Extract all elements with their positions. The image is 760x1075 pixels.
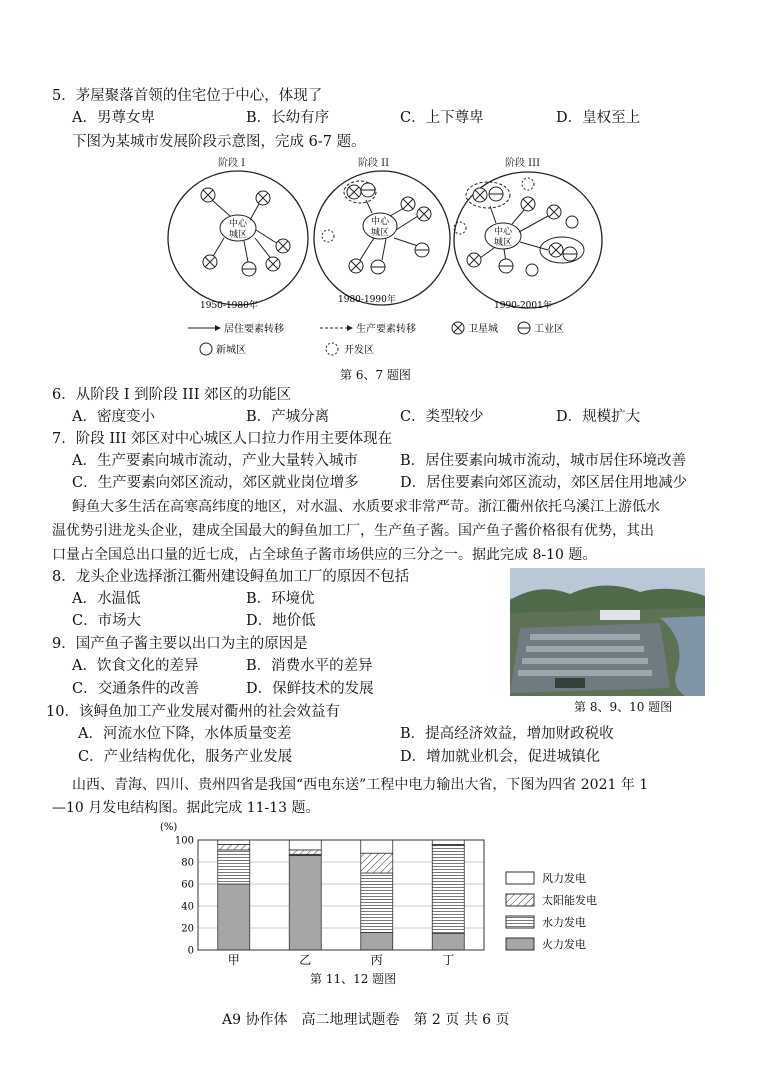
legend-solar: 太阳能发电 <box>542 894 597 907</box>
bar-segment <box>289 840 321 850</box>
y-tick-label: 40 <box>181 901 194 913</box>
svg-text:城区: 城区 <box>370 228 390 238</box>
legend-industrial: 工业区 <box>534 324 564 335</box>
q5-option-a: A．男尊女卑 <box>72 110 155 126</box>
y-tick-label: 100 <box>174 835 194 847</box>
passage-11-13-line-2: —10 月发电结构图。据此完成 11-13 题。 <box>52 800 320 816</box>
q9-option-b: B．消费水平的差异 <box>246 658 373 674</box>
q7-option-a: A．生产要素向城市流动，产业大量转入城市 <box>72 453 358 469</box>
bar-segment <box>361 932 393 950</box>
photo-caption: 第 8、9、10 题图 <box>574 700 673 714</box>
svg-text:城区: 城区 <box>228 230 248 240</box>
bar-segment <box>218 850 250 884</box>
x-category-label: 乙 <box>299 953 312 967</box>
bar-segment <box>432 840 464 844</box>
passage-8-10-line-2: 温优势引进龙头企业，建成全国最大的鲟鱼加工厂，生产鱼子酱。国产鱼子酱价格很有优势，其出 <box>52 523 654 539</box>
city-stage-diagram <box>160 150 610 365</box>
stage-3-label: 阶段 III <box>505 158 541 169</box>
q7-stem: 7．阶段 III 郊区对中心城区人口拉力作用主要体现在 <box>52 431 393 447</box>
chart-caption: 第 11、12 题图 <box>310 972 397 986</box>
legend-wind: 风力发电 <box>542 872 586 885</box>
q5-option-d: D．皇权至上 <box>556 110 641 126</box>
y-tick-label: 60 <box>181 879 194 891</box>
q9-stem: 9．国产鱼子酱主要以出口为主的原因是 <box>52 636 308 652</box>
q10-option-c: C．产业结构优化，服务产业发展 <box>78 749 293 765</box>
q10-stem: 10．该鲟鱼加工产业发展对衢州的社会效益有 <box>46 704 340 720</box>
x-category-label: 丁 <box>442 953 455 967</box>
bar-segment <box>218 884 250 950</box>
q8-option-a: A．水温低 <box>72 591 141 607</box>
legend-production: 生产要素转移 <box>356 324 416 335</box>
page-footer: A9 协作体 高二地理试题卷 第 2 页 共 6 页 <box>222 1012 510 1028</box>
q5-option-b: B．长幼有序 <box>246 110 330 126</box>
x-category-label: 丙 <box>370 953 383 967</box>
bar-segment <box>289 855 321 950</box>
legend-satellite: 卫星城 <box>468 324 498 335</box>
legend-residential: 居住要素转移 <box>224 324 284 335</box>
q6-stem: 6．从阶段 I 到阶段 III 郊区的功能区 <box>52 387 292 403</box>
year-2-label: 1980-1990年 <box>338 295 396 305</box>
sturgeon-factory-photo <box>510 568 705 696</box>
passage-8-10-line-3: 口量占全国总出口量的近七成，占全球鱼子酱市场供应的三分之一。据此完成 8-10 题。 <box>52 547 597 563</box>
q7-option-c: C．生产要素向郊区流动，郊区就业岗位增多 <box>72 475 359 491</box>
q10-option-a: A．河流水位下降，水体质量变差 <box>78 726 292 742</box>
bar-segment <box>218 844 250 850</box>
y-tick-label: 80 <box>181 857 194 869</box>
q10-option-d: D．增加就业机会，促进城镇化 <box>400 749 601 765</box>
legend-thermal: 火力发电 <box>542 938 586 951</box>
q6-option-d: D．规模扩大 <box>556 409 641 425</box>
bar-segment <box>432 846 464 934</box>
q9-option-c: C．交通条件的改善 <box>72 681 200 697</box>
bar-segment <box>361 840 393 853</box>
legend-development-zone: 开发区 <box>344 345 374 356</box>
svg-text:城区: 城区 <box>493 238 513 248</box>
year-3-label: 1990-2001年 <box>494 301 552 311</box>
q9-option-a: A．饮食文化的差异 <box>72 658 199 674</box>
q5-stem: 5．茅屋聚落首领的住宅位于中心，体现了 <box>52 88 323 104</box>
stage-2-label: 阶段 II <box>358 158 390 169</box>
bar-segment <box>218 840 250 844</box>
q6-option-c: C．类型较少 <box>400 409 484 425</box>
q8-option-d: D．地价低 <box>246 613 316 629</box>
bar-segment <box>289 850 321 854</box>
y-tick-label: 0 <box>187 945 194 957</box>
q6-option-a: A．密度变小 <box>72 409 155 425</box>
svg-text:中心: 中心 <box>228 219 248 229</box>
y-tick-label: 20 <box>181 923 194 935</box>
legend-hydro: 水力发电 <box>542 916 586 929</box>
q8-option-c: C．市场大 <box>72 613 142 629</box>
q5-option-c: C．上下尊卑 <box>400 110 484 126</box>
q8-stem: 8．龙头企业选择浙江衢州建设鲟鱼加工厂的原因不包括 <box>52 569 410 585</box>
q9-option-d: D．保鲜技术的发展 <box>246 681 374 697</box>
q7-option-d: D．居住要素向郊区流动，郊区居住用地减少 <box>400 475 688 491</box>
x-category-label: 甲 <box>227 953 240 967</box>
q10-option-b: B．提高经济效益，增加财政税收 <box>400 726 614 742</box>
power-structure-chart <box>150 820 620 970</box>
y-axis-label: (%) <box>160 822 178 833</box>
year-1-label: 1950-1980年 <box>200 301 258 311</box>
svg-text:中心: 中心 <box>493 227 513 237</box>
q8-option-b: B．环境优 <box>246 591 315 607</box>
bar-segment <box>432 934 464 951</box>
q7-option-b: B．居住要素向城市流动，城市居住环境改善 <box>400 453 687 469</box>
passage-8-10-line-1: 鲟鱼大多生活在高寒高纬度的地区，对水温、水质要求非常严苛。浙江衢州依托乌溪江上游低水 <box>72 499 660 515</box>
legend-new-district: 新城区 <box>216 345 246 356</box>
stage-1-label: 阶段 I <box>218 158 246 169</box>
q6-option-b: B．产城分离 <box>246 409 330 425</box>
intro-6-7: 下图为某城市发展阶段示意图，完成 6-7 题。 <box>72 134 366 150</box>
passage-11-13-line-1: 山西、青海、四川、贵州四省是我国“西电东送”工程中电力输出大省，下图为四省 2021 年 1 <box>72 777 649 793</box>
figure-6-7-caption: 第 6、7 题图 <box>340 368 411 382</box>
svg-text:中心: 中心 <box>370 217 390 227</box>
bar-segment <box>361 853 393 873</box>
bar-segment <box>361 873 393 932</box>
